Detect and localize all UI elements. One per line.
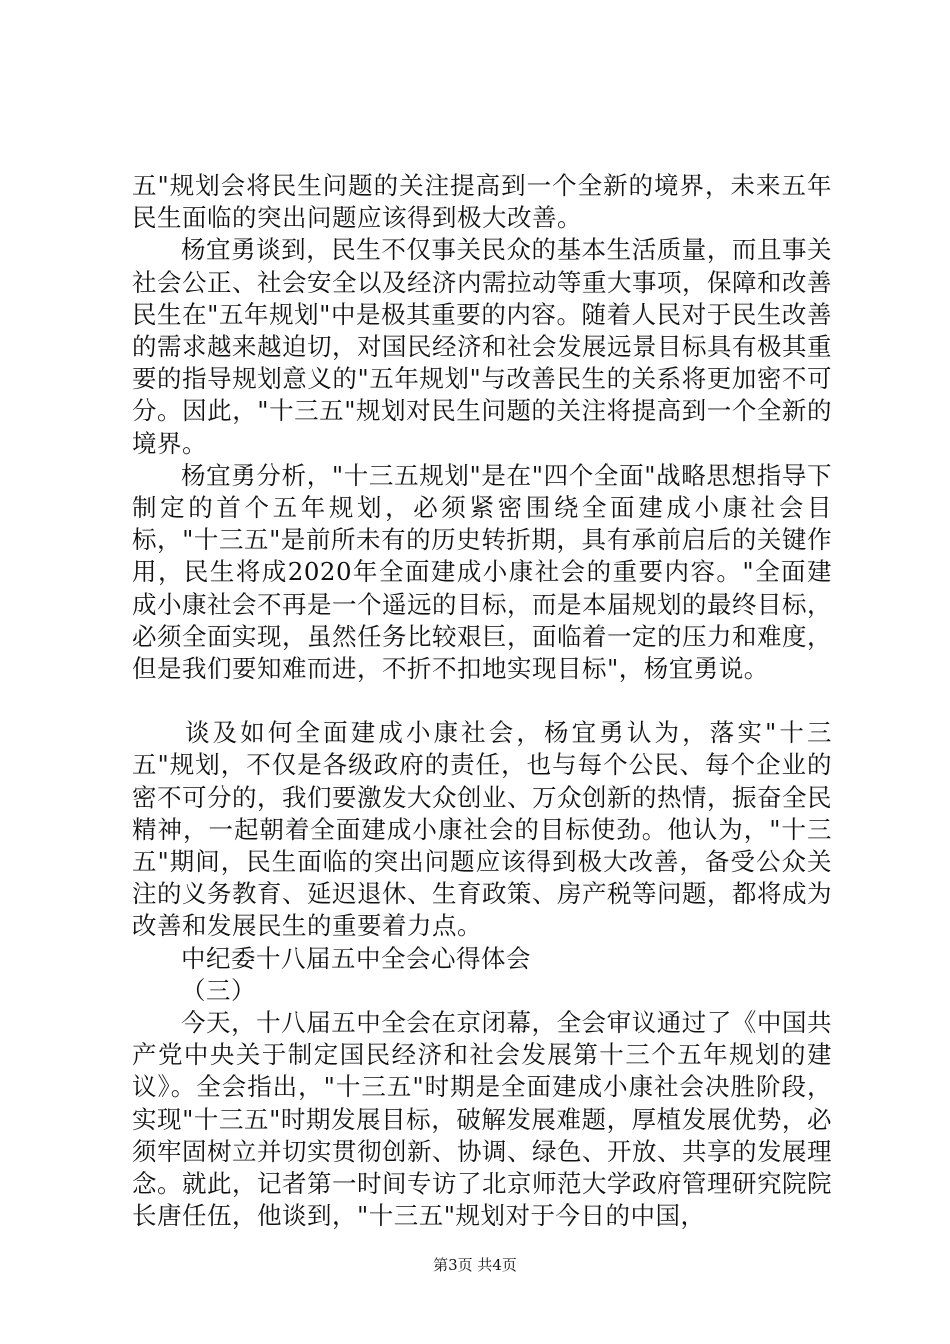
paragraph-moderately-prosperous-society: 谈及如何全面建成小康社会，杨宜勇认为，落实"十三五"规划，不仅是各级政府的责任，也与每个公民、每个企业的密不可分的，我们要激发大众创业、万众创新的热情，振奋全民精神，一起朝着全面建成小康社会的目标使劲。他认为，"十三五"期间，民生面临的突出问题应该得到极大改善，备受公众关注的义务教育、延迟退休、生育政策、房产税等问题，都将成为改善和发展民生的重要着力点。 [132,718,832,941]
paragraph-continuation: 五"规划会将民生问题的关注提高到一个全新的境界，未来五年民生面临的突出问题应该得到极大改善。 [132,171,832,233]
paragraph-yang-yiyong-livelihood: 杨宜勇谈到，民生不仅事关民众的基本生活质量，而且事关社会公正、社会安全以及经济内需拉动等重大事项，保障和改善民生在"五年规划"中是极其重要的内容。随着人民对于民生改善的需求越来越迫切，对国民经济和社会发展远景目标具有极其重要的指导规划意义的"五年规划"与改善民生的关系将更加密不可分。因此，"十三五"规划对民生问题的关注将提高到一个全新的境界。 [132,235,832,458]
paragraph-yang-yiyong-analysis: 杨宜勇分析，"十三五规划"是在"四个全面"战略思想指导下制定的首个五年规划，必须紧密围绕全面建成小康社会目标，"十三五"是前所未有的历史转折期，具有承前启后的关键作用，民生将成2020年全面建成小康社会的重要内容。"全面建成小康社会不再是一个遥远的目标，而是本届规划的最终目标，必须全面实现，虽然任务比较艰巨，面临着一定的压力和难度，但是我们要知难而进，不折不扣地实现目标"，杨宜勇说。 [132,460,832,684]
section-heading: 中纪委十八届五中全会心得体会 [181,943,531,973]
paragraph-fifth-plenum: 今天，十八届五中全会在京闭幕，全会审议通过了《中国共产党中央关于制定国民经济和社会发展第十三个五年规划的建议》。全会指出，"十三五"时期是全面建成小康社会决胜阶段，实现"十三五"时期发展目标，破解发展难题，厚植发展优势，必须牢固树立并切实贯彻创新、协调、绿色、开放、共享的发展理念。就此，记者第一时间专访了北京师范大学政府管理研究院院长唐任伍，他谈到，"十三五"规划对于今日的中国， [132,1008,832,1231]
section-number: （三） [181,975,256,1005]
page-footer: 第3页 共4页 [433,1256,517,1274]
document-body [132,170,832,1233]
